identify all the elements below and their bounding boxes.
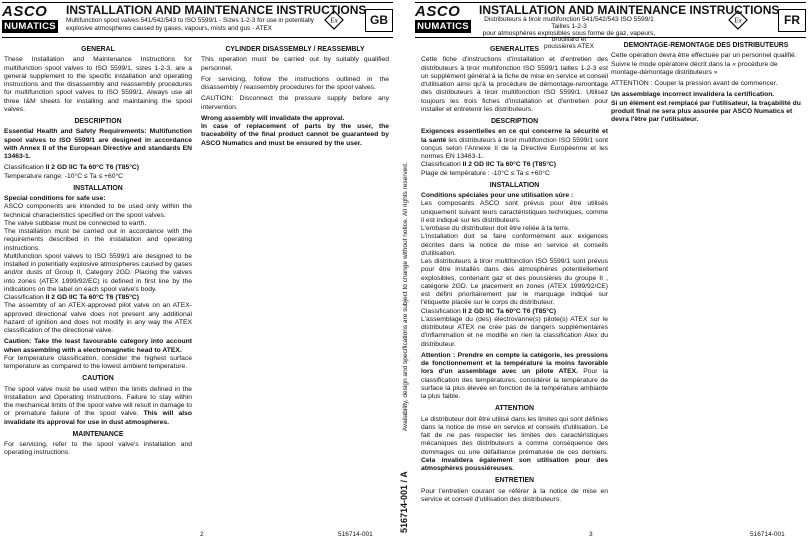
logo-asco-text: ASCO (2, 3, 48, 20)
logo-asco-text: ASCO (415, 3, 461, 20)
paragraph: Classification II 2 GD IIC Ta 60°C T6 (T85°C) (4, 164, 140, 172)
paragraph: The assembly of an ATEX-approved pilot valve on an ATEX-approved directional valve does not present any additional hazard of ignition and does not modify in any way the ATEX classification of the directional valve. (4, 302, 192, 334)
asco-logo (2, 4, 62, 34)
paragraph: Suivre le mode opératoire décrit dans la « procédure de montage-démontage distributeurs » (611, 60, 778, 76)
fr-left-column (421, 42, 608, 507)
paragraph: For servicing, refer to the spool valve's installation and operating instructions. (4, 441, 192, 457)
section-heading: GENERALITES (489, 46, 539, 53)
paragraph: The valve subbase must be connected to earth. (4, 219, 147, 227)
section-heading: CAUTION (82, 375, 114, 383)
vertical-doc-number: 516714-001 / A (399, 471, 409, 533)
page-gb (0, 0, 395, 546)
paragraph: Un assemblage incorrect invalidera la certification. (611, 91, 775, 99)
paragraph: The spool valve must be used within the limits defined in the Installation and Operating Instructions. Failure to stay within the mechanical limits of the spool valve will result in damage to or premature failure of the spool valve. This will also invalidate its approval for use in dust atmospheres. (4, 385, 192, 426)
logo-numatics-text: NUMATICS (415, 20, 471, 33)
paragraph: L'assemblage du (des) électrovanne(s) pilote(s) ATEX sur le distributeur ATEX ne crée pas de dangers supplémentaires d'inflammation et ne modifie en rien la classification Atex du distributeur. (421, 315, 608, 348)
asco-logo (415, 4, 475, 34)
paragraph: Multifunction spool valves to ISO 5599/1 are designed to be installed in potentially explosive atmospheres caused by gases and/or dusts of Group II, Category 2GD. Placing the valves into zones (ATEX 1999/92/EC) is defined in first line by the indications on the label on each spool valve's body. (4, 252, 192, 293)
paragraph: Attention : Prendre en compte la catégorie, les pressions de fonctionnement et la température la moins favorable lors d'un assemblage avec un pilote ATEX. Pour la classification des températures, considérer la température de surface la plus élevée en fonction de la température ambiante la plus faible. (421, 351, 608, 400)
page-number: 3 (589, 531, 593, 538)
document-subtitle: Multifunction spool valves 541/542/543 to ISO 5599/1 - Sizes 1-2-3 for use in potentially explosive atmospheres caused by gases, vapours, mists and gus - ATEX (66, 17, 314, 32)
paragraph: Cette fiche d'instructions d'installation et d'entretien des distributeurs à tiroir multifonction ISO 5599/1 tailles 1-2-3 est un supplément général à la fiche de mise en service et conseil d'utilisation ainsi qu'à la procédure de démontage-remontage des distributeurs à tiroir multifonction ISO 5599/1. Utilisez toujours les trois fiches d'installation et d'entretien pour installer et entretenir les distributeurs. (421, 56, 608, 113)
section-heading: GENERAL (81, 46, 115, 53)
paragraph: Exigences essentielles en ce qui concerne la sécurité et la santé les distributeurs à tiroir multifonction ISO 5599/1 sont conçus selon l'Annexe II de la Directive Européenne et les normes EN 13463-1. (421, 128, 609, 160)
paragraph: The installation must be carried out in accordance with the requirements described in the installation and operating instructions. (4, 228, 192, 252)
paragraph: L'embase du distributeur doit être reliée à la terre. (421, 225, 570, 232)
paragraph: These Installation and Maintenance Instructions for multifunction spool valves to ISO 5599/1, sizes 1-2-3, are a general supplement to the specific installation and operating instructions and the disassembly and reassembly procedures for multifunction spool valves to ISO 5599/1. Always use all three I&M sheets for installing and maintaining the spool valves. (4, 56, 192, 113)
paragraph: Classification II 2 GD IIC Ta 60°C T6 (T85°C) (421, 161, 557, 169)
section-heading: INSTALLATION (489, 181, 540, 189)
footer-doc-number: 516714-001 (338, 531, 373, 538)
vertical-notice-strip (395, 0, 413, 546)
section-heading: ATTENTION (495, 405, 534, 413)
gb-right-column (201, 42, 389, 151)
section-heading: DESCRIPTION (490, 118, 539, 125)
paragraph: Les distributeurs à tiroir multifonction ISO 5599/1 sont prévus pour être installés dans des atmosphères potentiellement explosibles, contenant gaz et des poussières du groupe II , catégorie 2GD. Le placement en zones (ATEX 1999/92/CE) est défini prioritairement par le marquage indiqué sur l'étiquette placée sur le corps du distributeur. (421, 258, 608, 307)
language-badge: FR (778, 9, 806, 32)
paragraph: Pour l'entretien courant se référer à la notice de mise en service et conseil d'utilisation des distributeurs. (421, 487, 608, 503)
gb-left-column (4, 42, 192, 461)
paragraph: L'installation doit se faire conformément aux exigences décrites dans la notice de mise en service et conseils d'utilisation. (421, 233, 608, 257)
paragraph: For temperature classification, consider the highest surface temperature as compared to the lowest ambient temperature. (4, 354, 192, 370)
section-heading: CYLINDER DISASSEMBLY / REASSEMBLY (225, 46, 365, 53)
paragraph: ATTENTION : Couper la pression avant de commencer. (611, 80, 778, 87)
paragraph: Special conditions for safe use: (4, 195, 106, 202)
paragraph: Classification II 2 GD IIC Ta 60°C T6 (T85°C) (421, 307, 557, 315)
paragraph: Essential Health and Safety Requirements: Multifunction spool valves to ISO 5599/1 are designed in accordance with Annex II of the European Directive and standards EN 13463-1. (4, 128, 192, 160)
logo-numatics-text: NUMATICS (2, 20, 58, 33)
section-heading: DEMONTAGE-REMONTAGE DES DISTRIBUTEURS (623, 42, 789, 49)
svg-text:Ex: Ex (330, 16, 338, 25)
paragraph: Si un élément est remplacé par l'utilisateur, la traçabilité du produit final ne sera plus assurée par ASCO Numatics et devra l'être par l'utilisateur. (611, 99, 801, 123)
section-heading: MAINTENANCE (72, 430, 124, 438)
section-heading: ENTRETIEN (494, 477, 535, 485)
document-title: INSTALLATION AND MAINTENANCE INSTRUCTIONS (479, 3, 780, 17)
atex-ex-icon (324, 10, 344, 30)
svg-text:Ex: Ex (734, 16, 742, 25)
paragraph: Plage de température : -10°C ≤ Ta ≤ +60°C (421, 169, 550, 177)
paragraph: This operation must be carried out by suitably qualified personnel. (201, 56, 389, 72)
paragraph: ASCO components are intended to be used only within the technical characteristics specified on the spool valves. (4, 203, 192, 219)
page-fr (413, 0, 808, 546)
section-heading: DESCRIPTION (74, 118, 122, 125)
document-subtitle: Distributeurs à tiroir multifonction 541/542/543 ISO 5599/1 Tailles 1-2-3 pour atmosphères explosibles sous forme de gaz, vapeurs, brouillard et poussières ATEX (482, 16, 656, 51)
atex-ex-icon (728, 10, 748, 30)
page-number: 2 (200, 531, 204, 538)
paragraph: Wrong assembly will invalidate the approval. (201, 114, 345, 122)
paragraph: Cette opération devra être effectuée par un personnel qualifié. (611, 52, 797, 60)
paragraph: Les composants ASCO sont prévus pour être utilisés uniquement suivant leurs caractéristiques techniques, comme il est indiqué sur les distributeurs. (421, 200, 608, 224)
paragraph: CAUTION: Disconnect the pressure supply before any intervention. (201, 95, 389, 111)
paragraph: Temperature range: -10°C ≤ Ta ≤ +60°C (4, 172, 124, 180)
paragraph: Caution: Take the least favourable category into account when assembling with a electromagnetic head to ATEX. (4, 338, 192, 354)
section-heading: INSTALLATION (73, 184, 123, 192)
paragraph: Classification II 2 GD IIC Ta 60°C T6 (T85°C) (4, 294, 140, 301)
footer-doc-number: 516714-001 (750, 531, 785, 538)
document-title: INSTALLATION AND MAINTENANCE INSTRUCTIONS (66, 3, 367, 17)
rights-notice: Availability, design and specifications are subject to change without notice. All rights reserved. (402, 162, 409, 432)
paragraph: Conditions spéciales pour une utilisation sûre : (421, 192, 574, 199)
vertical-notice (399, 13, 409, 533)
paragraph: In case of replacement of parts by the user, the traceability of the final product cannot be guaranteed by ASCO Numatics and must be ensured by the user. (201, 123, 389, 147)
header-gb (2, 2, 393, 38)
paragraph: For servicing, follow the instructions outlined in the disassembly / reassembly procedures for the spool valves. (201, 75, 389, 91)
fr-right-column (611, 42, 801, 127)
language-badge: GB (365, 9, 393, 32)
paragraph: Le distributeur doit être utilisé dans les limites qui sont définies dans la notice de mise en service et conseils d'utilisation. Le fait de ne pas respecter les limites des caractéristiques mécaniques des distributeurs a comme conséquence des dommages ou une défaillance prématurée de ces derniers. Cela invalidera également son utilisation pour des atmosphères poussiéreuses. (421, 415, 608, 472)
